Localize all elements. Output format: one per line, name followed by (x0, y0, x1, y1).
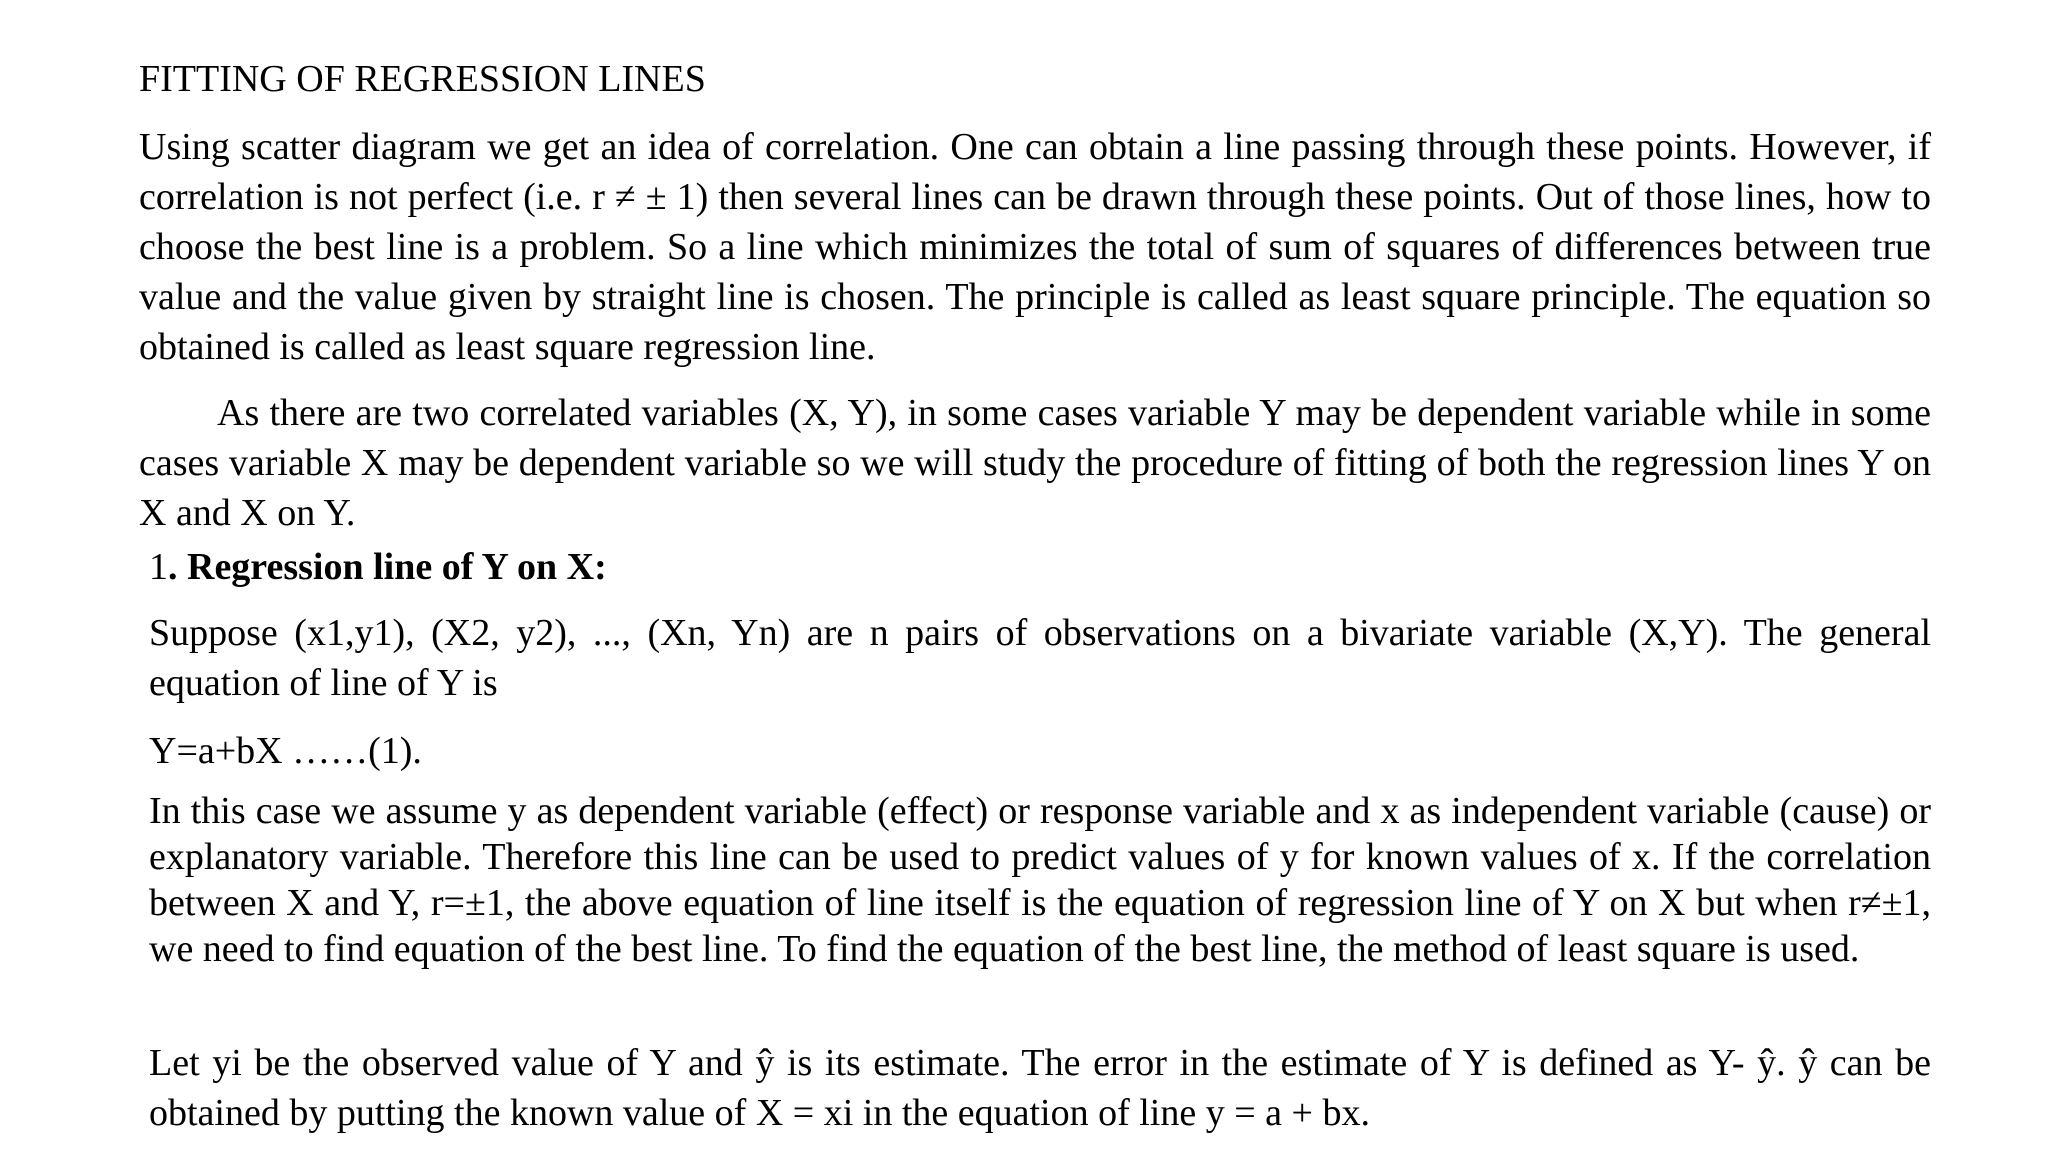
section-number: 1 (149, 546, 168, 588)
paragraph-estimate-error: Let yi be the observed value of Y and ŷ is its estimate. The error in the estimate of Y is defined as Y- ŷ. ŷ can be obtained by putting the known value of X = xi in the equation of line y = a + bx. (149, 1042, 1931, 1134)
equation-line: Y=a+bX ……(1). (149, 730, 422, 772)
paragraph-observations: Suppose (x1,y1), (X2, y2), ..., (Xn, Yn) are n pairs of observations on a bivariate variable (X,Y). The general equation of line of Y is (149, 612, 1931, 704)
section-heading-regression-y-on-x (149, 544, 607, 590)
paragraph-dependent-variable: In this case we assume y as dependent variable (effect) or response variable and x as independent variable (cause) or explanatory variable. Therefore this line can be used to predict values of y for known values of x. If the correlation between X and Y, r=±1, the above equation of line itself is the equation of regression line of Y on X but when r≠±1, we need to find equation of the best line. To find the equation of the best line, the method of least square is used. (149, 790, 1931, 970)
paragraph-two-variables: As there are two correlated variables (X, Y), in some cases variable Y may be dependent variable while in some cases variable X may be dependent variable so we will study the procedure of fitting of both the regression lines Y on X and X on Y. (139, 392, 1931, 534)
document-title: FITTING OF REGRESSION LINES (139, 58, 706, 100)
section-heading-text: . Regression line of Y on X: (168, 546, 607, 588)
paragraph-scatter-diagram: Using scatter diagram we get an idea of correlation. One can obtain a line passing through these points. However, if correlation is not perfect (i.e. r ≠ ± 1) then several lines can be drawn through these points. Out of those lines, how to choose the best line is a problem. So a line which minimizes the total of sum of squares of differences between true value and the value given by straight line is chosen. The principle is called as least square principle. The equation so obtained is called as least square regression line. (139, 126, 1931, 368)
